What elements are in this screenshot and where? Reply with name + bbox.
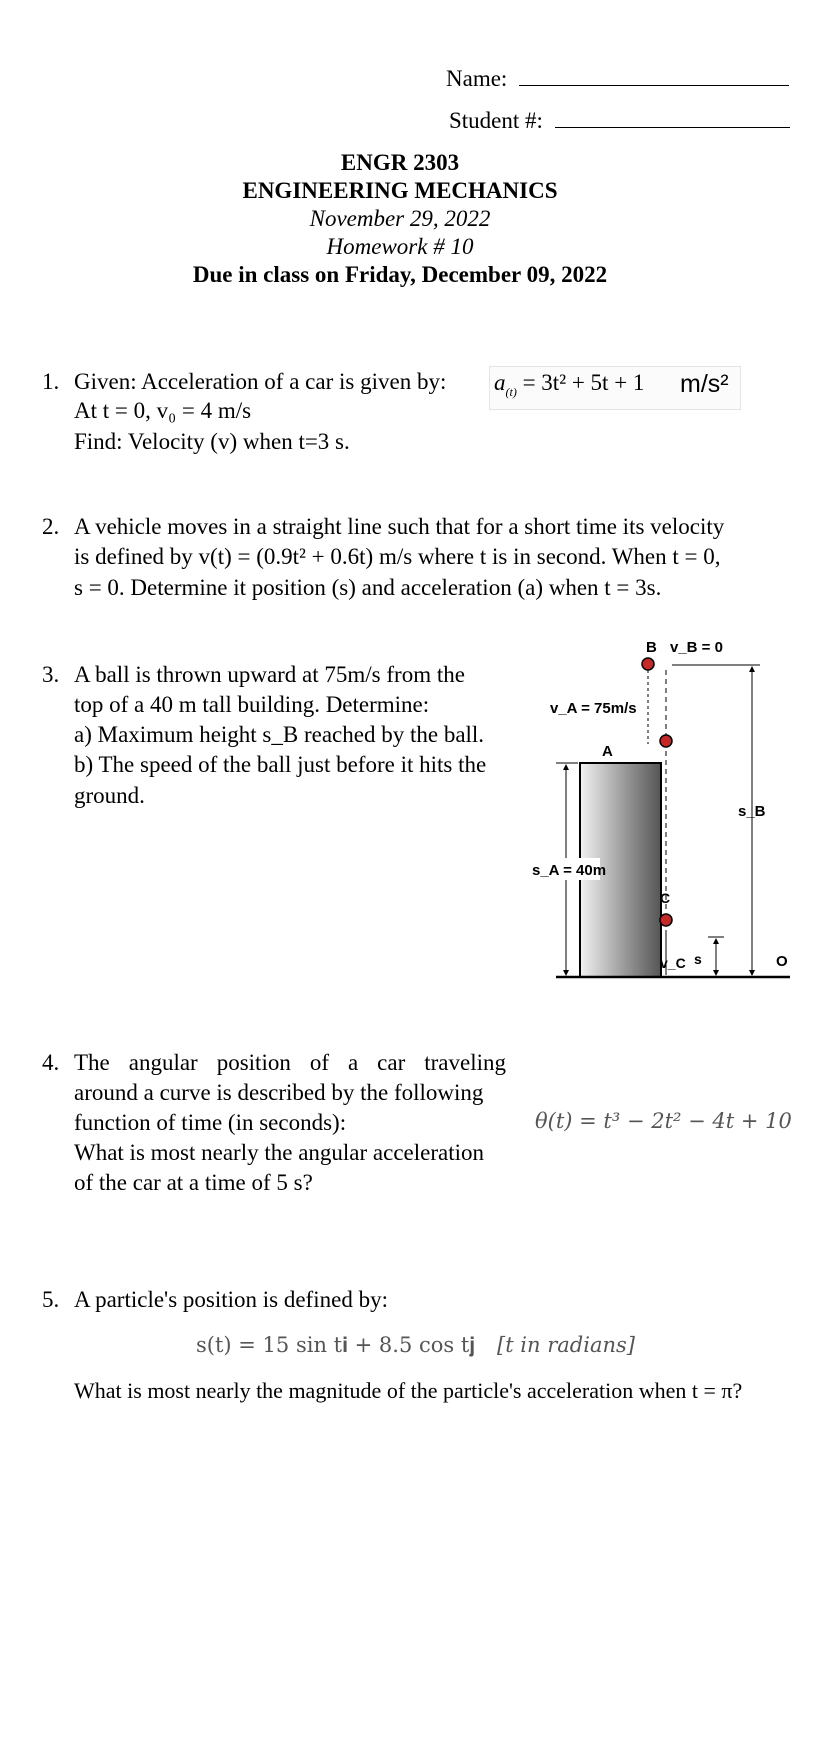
ball-at-A-icon — [660, 735, 672, 747]
question-3-number: 3. — [42, 662, 60, 687]
sA-label: s_A = 40m — [532, 862, 607, 879]
question-3-text-line-2: top of a 40 m tall building. Determine: — [74, 692, 430, 717]
question-5-equation-note: [t in radians] — [497, 1333, 635, 1357]
vC-label: v_C — [660, 955, 686, 971]
question-5-text-line-1: A particle's position is defined by: — [74, 1287, 388, 1312]
question-5-number: 5. — [42, 1287, 60, 1312]
name-blank-line[interactable] — [519, 67, 789, 86]
point-A-label: A — [602, 743, 613, 760]
question-1-unit: m/s² — [680, 370, 729, 398]
ball-at-B-icon — [642, 658, 654, 670]
vA-label: v_A = 75m/s — [550, 700, 637, 717]
vB-label: v_B = 0 — [670, 639, 723, 656]
s-label: s — [694, 951, 702, 967]
question-4-text-line-5: of the car at a time of 5 s? — [74, 1170, 313, 1195]
assignment-date: November 29, 2022 — [309, 206, 491, 231]
question-4-text-line-4: What is most nearly the angular acceleration — [74, 1140, 484, 1165]
point-B-label: B — [646, 639, 657, 656]
question-2-text-line-3: s = 0. Determine it position (s) and acceleration (a) when t = 3s. — [74, 575, 662, 600]
equation-accel-subscript: (t) — [505, 385, 517, 399]
course-code: ENGR 2303 — [340, 150, 460, 175]
ball-at-C-icon — [660, 914, 672, 926]
projectile-diagram — [520, 630, 800, 990]
question-4-text-line-2: around a curve is described by the following — [74, 1080, 484, 1105]
question-4-text-line-3: function of time (in seconds): — [74, 1110, 347, 1135]
origin-O-label: O — [776, 953, 788, 970]
question-4-text-line-1: The angular position of a car traveling — [74, 1050, 506, 1075]
question-3-text-line-4: b) The speed of the ball just before it hits the — [74, 752, 487, 777]
question-4-number: 4. — [42, 1050, 60, 1075]
question-1-number: 1. — [42, 369, 60, 394]
question-3-text-line-1: A ball is thrown upward at 75m/s from the — [74, 662, 465, 687]
question-1-text-line-2: At t = 0, v₀ = 4 m/s — [74, 398, 252, 423]
homework-number: Homework # 10 — [326, 234, 474, 259]
question-1-text-line-1: Given: Acceleration of a car is given by: — [74, 369, 447, 394]
question-2-text-line-2: is defined by v(t) = (0.9t² + 0.6t) m/s where t is in second. When t = 0, — [74, 544, 721, 569]
equation-accel-symbol: a — [494, 370, 506, 395]
question-1-equation — [494, 370, 644, 400]
question-1-text-line-3: Find: Velocity (v) when t=3 s. — [74, 429, 350, 454]
question-3-text-line-5: ground. — [74, 783, 145, 808]
question-5-text-line-2: What is most nearly the magnitude of the particle's acceleration when t = π? — [74, 1378, 743, 1403]
question-3-text-line-3: a) Maximum height s_B reached by the ball. — [74, 722, 485, 747]
point-C-label: C — [660, 890, 671, 906]
due-date: Due in class on Friday, December 09, 2022 — [192, 262, 608, 287]
student-number-blank-line[interactable] — [555, 109, 790, 128]
question-5-equation: s(t) = 15 sin t𝐢 + 8.5 cos t𝐣 — [196, 1333, 476, 1357]
course-name: ENGINEERING MECHANICS — [242, 178, 558, 203]
question-2-number: 2. — [42, 514, 60, 539]
question-4-equation: θ(t) = t³ − 2t² − 4t + 10 — [535, 1109, 792, 1133]
name-label: Name: — [446, 66, 789, 92]
student-number-label: Student #: — [449, 108, 790, 134]
question-2-text-line-1: A vehicle moves in a straight line such that for a short time its velocity — [74, 514, 725, 539]
sB-label: s_B — [738, 803, 766, 820]
equation-accel-rhs: = 3t² + 5t + 1 — [522, 370, 645, 395]
